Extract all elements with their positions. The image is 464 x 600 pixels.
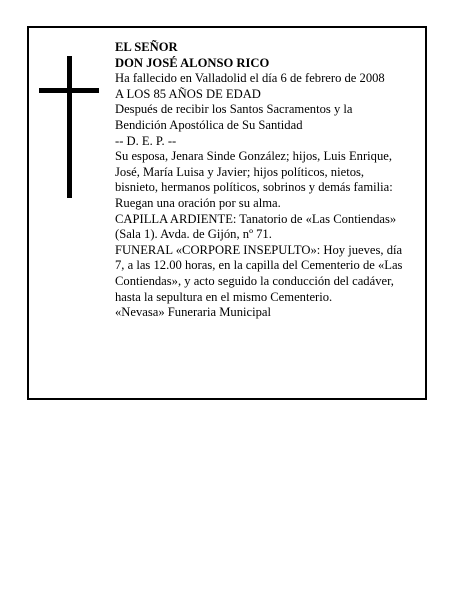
cross-vertical-bar (67, 56, 72, 198)
funeral-line-4: hasta la sepultura en el mismo Cementerio. (115, 289, 333, 304)
rip-line: -- D. E. P. -- (115, 133, 177, 148)
deceased-name: DON JOSÉ ALONSO RICO (115, 55, 270, 70)
funeral-home-line: «Nevasa» Funeraria Municipal (115, 305, 271, 320)
funeral-line-1: FUNERAL «CORPORE INSEPULTO»: Hoy jueves, día (115, 242, 403, 257)
family-line-2: José, María Luisa y Javier; hijos políticos, nietos, (115, 164, 365, 179)
age-line: A LOS 85 AÑOS DE EDAD (115, 86, 261, 101)
family-line-3: bisnieto, hermanos políticos, sobrinos y demás familia: (115, 180, 393, 195)
cross-horizontal-bar (39, 88, 99, 93)
cross-icon (39, 56, 99, 198)
obituary-text (115, 40, 427, 321)
chapel-line-2: (Sala 1). Avda. de Gijón, nº 71. (115, 227, 272, 242)
family-line-1: Su esposa, Jenara Sinde González; hijos, Luis Enrique, (115, 149, 393, 164)
sacraments-line-2: Bendición Apostólica de Su Santidad (115, 117, 303, 132)
chapel-line-1: CAPILLA ARDIENTE: Tanatorio de «Las Contiendas» (115, 211, 397, 226)
sacraments-line-1: Después de recibir los Santos Sacramentos y la (115, 102, 353, 117)
funeral-line-3: Contiendas», y acto seguido la conducción del cadáver, (115, 273, 394, 288)
title-line: EL SEÑOR (115, 40, 178, 54)
funeral-line-2: 7, a las 12.00 horas, en la capilla del Cementerio de «Las (115, 258, 403, 273)
prayer-line: Ruegan una oración por su alma. (115, 195, 281, 210)
death-date-line: Ha fallecido en Valladolid el día 6 de febrero de 2008 (115, 71, 385, 86)
obituary-notice (27, 26, 427, 400)
